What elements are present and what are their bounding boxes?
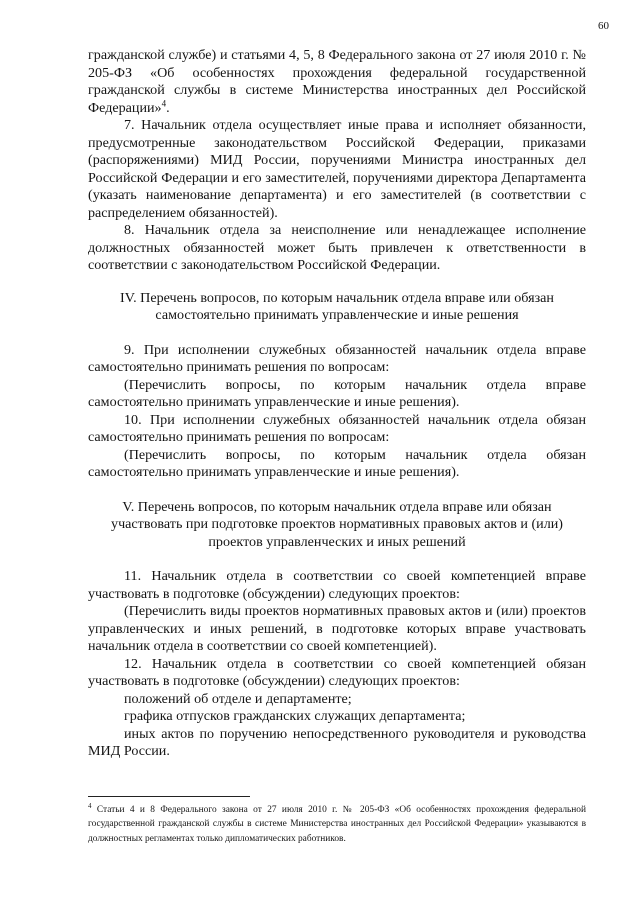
footnote-text: Статьи 4 и 8 Федерального закона от 27 июля 2010 г. № 205-ФЗ «Об особенностях прохождения федеральной государственной гражданской службы в системе Министерства иностранных дел Российской Федерации» указываются в должностных регламентах только дипломатических работников. xyxy=(88,805,586,844)
paragraph-10: 10. При исполнении служебных обязанностей начальник отдела обязан самостоятельно принимать решения по вопросам: xyxy=(88,411,586,445)
paragraph-11-list: (Перечислить виды проектов нормативных правовых актов и (или) проектов управленческих и иных решений, в подготовке которых вправе участвовать начальник отдела в соответствии со своей компетенцией). xyxy=(88,603,586,654)
page-number: 60 xyxy=(598,20,609,32)
list-item: иных актов по поручению непосредственного руководителя и руководства МИД России. xyxy=(88,725,586,759)
paragraph-8: 8. Начальник отдела за неисполнение или ненадлежащее исполнение должностных обязанностей может быть привлечен к ответственности в соответствии с законодательством Российской Федерации. xyxy=(88,222,586,273)
footnote xyxy=(88,803,586,846)
paragraph-7: 7. Начальник отдела осуществляет иные права и исполняет обязанности, предусмотренные законодательством Российской Федерации, приказами (распоряжениями) МИД России, поручениями Министра иностранных дел Российской Федерации и его заместителей, поручениями директора Департамента (указать наименование департамента) и его заместителей (в соответствии с распределением обязанностей). xyxy=(88,117,586,221)
paragraph-text: гражданской службе) и статьями 4, 5, 8 Федерального закона от 27 июля 2010 г. № 205-ФЗ «Об особенностях прохождения федеральной государственной гражданской службы в системе Министерства иностранных дел Российской Федерации» xyxy=(88,47,586,116)
paragraph-12: 12. Начальник отдела в соответствии со своей компетенцией обязан участвовать в подготовке (обсуждении) следующих проектов: xyxy=(88,655,586,689)
paragraph-10-list: (Перечислить вопросы, по которым начальник отдела обязан самостоятельно принимать управленческие и иные решения). xyxy=(88,446,586,480)
paragraph-continuation xyxy=(88,47,586,117)
paragraph-9-list: (Перечислить вопросы, по которым начальник отдела вправе самостоятельно принимать управленческие и иные решения). xyxy=(88,376,586,410)
paragraph-tail: . xyxy=(166,99,170,116)
document-body xyxy=(88,47,586,761)
paragraph-11: 11. Начальник отдела в соответствии со своей компетенцией вправе участвовать в подготовке (обсуждении) следующих проектов: xyxy=(88,568,586,602)
section-heading-v: V. Перечень вопросов, по которым начальник отдела вправе или обязан участвовать при подготовке проектов нормативных правовых актов и (или) проектов управленческих и иных решений xyxy=(111,498,563,550)
list-item: графика отпусков гражданских служащих департамента; xyxy=(124,708,466,724)
paragraph-9: 9. При исполнении служебных обязанностей начальник отдела вправе самостоятельно принимать решения по вопросам: xyxy=(88,341,586,375)
list-item: положений об отделе и департаменте; xyxy=(124,690,352,707)
footnote-reference: 4 xyxy=(161,97,167,108)
footnote-divider xyxy=(88,796,250,797)
section-heading-iv: IV. Перечень вопросов, по которым начальник отдела вправе или обязан самостоятельно принимать управленческие и иные решения xyxy=(120,289,554,323)
footnote-marker: 4 xyxy=(88,801,92,810)
